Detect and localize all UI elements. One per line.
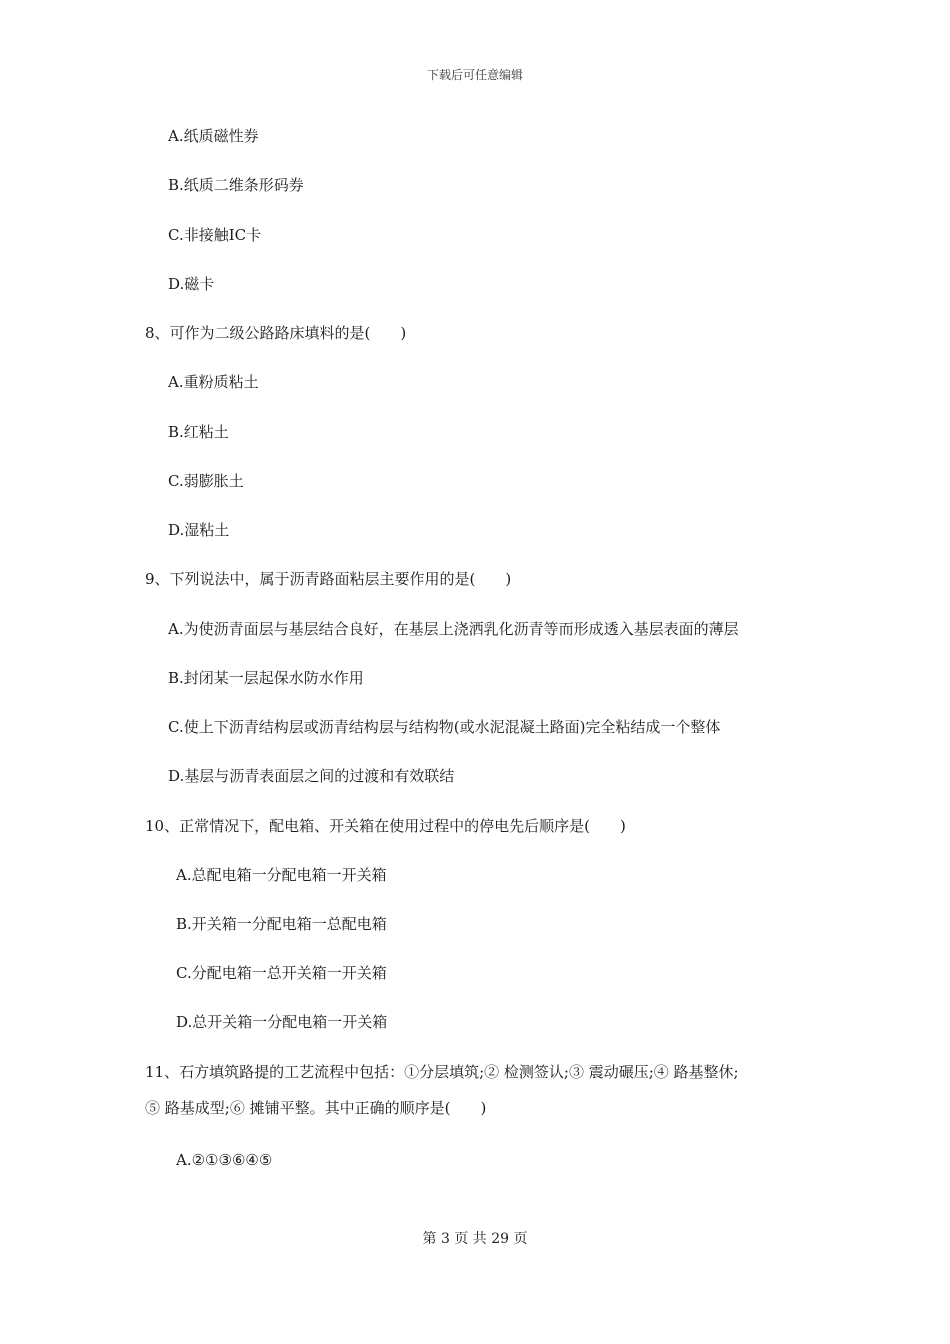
- question-9: 9、下列说法中，属于沥青路面粘层主要作用的是( ): [145, 570, 512, 588]
- q10-option-a: A.总配电箱一分配电箱一开关箱: [176, 866, 387, 884]
- q8-option-d: D.湿粘土: [168, 521, 230, 539]
- page-header: 下载后可任意编辑: [426, 68, 523, 82]
- question-8: 8、可作为二级公路路床填料的是( ): [145, 324, 407, 342]
- q7-option-c: C.非接触IC卡: [168, 226, 262, 244]
- q9-option-b: B.封闭某一层起保水防水作用: [168, 669, 364, 687]
- q7-option-b: B.纸质二维条形码券: [168, 176, 304, 194]
- question-11-line-1: 11、石方填筑路提的工艺流程中包括：①分层填筑;② 检测签认;③ 震动碾压;④ 路基整休;: [145, 1063, 739, 1081]
- page-footer: 第 3 页 共 29 页: [422, 1231, 528, 1247]
- question-10: 10、正常情况下，配电箱、开关箱在使用过程中的停电先后顺序是( ): [145, 817, 626, 835]
- q8-option-c: C.弱膨胀土: [168, 472, 244, 490]
- q10-option-b: B.开关箱一分配电箱一总配电箱: [176, 915, 387, 933]
- q7-option-a: A.纸质磁性券: [168, 127, 259, 145]
- q7-option-d: D.磁卡: [168, 275, 215, 293]
- q9-option-d: D.基层与沥青表面层之间的过渡和有效联结: [168, 767, 455, 785]
- q9-option-a: A.为使沥青面层与基层结合良好，在基层上浇洒乳化沥青等而形成透入基层表面的薄层: [168, 620, 739, 638]
- q10-option-d: D.总开关箱一分配电箱一开关箱: [176, 1013, 388, 1031]
- q11-option-a: A.②①③⑥④⑤: [176, 1151, 273, 1169]
- q10-option-c: C.分配电箱一总开关箱一开关箱: [176, 964, 387, 982]
- question-11-line-2: ⑤ 路基成型;⑥ 摊铺平整。其中正确的顺序是( ): [145, 1099, 487, 1117]
- q8-option-b: B.红粘土: [168, 423, 229, 441]
- q9-option-c: C.使上下沥青结构层或沥青结构层与结构物(或水泥混凝土路面)完全粘结成一个整体: [168, 718, 721, 736]
- q8-option-a: A.重粉质粘土: [168, 373, 259, 391]
